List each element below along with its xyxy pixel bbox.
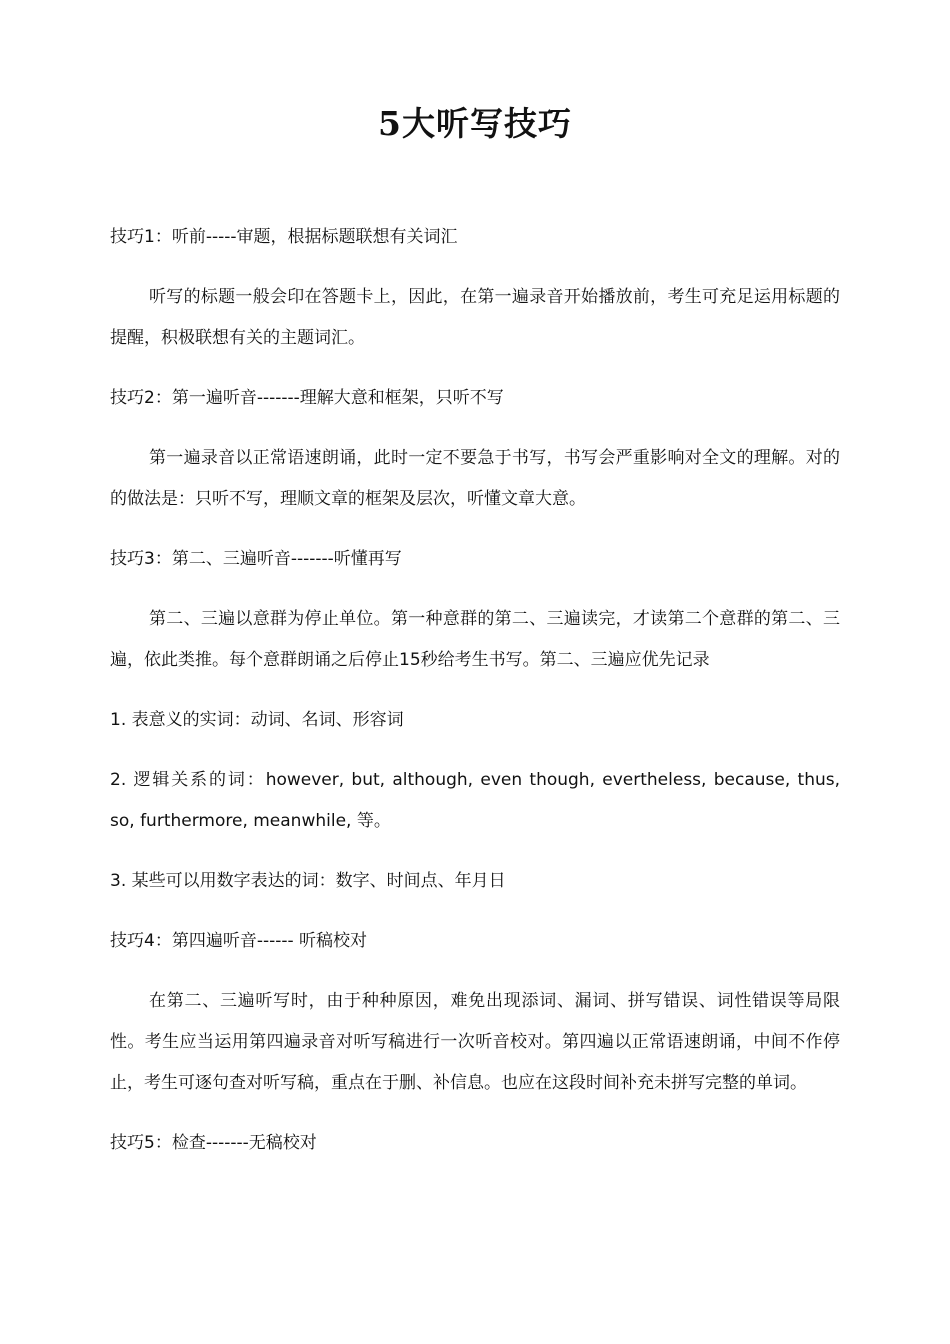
tip-2-body: 第一遍录音以正常语速朗诵，此时一定不要急于书写，书写会严重影响对全文的理解。对的的做法是：只听不写，理顺文章的框架及层次，听懂文章大意。 [110, 448, 840, 509]
tip-5-heading: 技巧5：检查-------无稿校对 [110, 1133, 317, 1153]
tip-4-paragraph [110, 981, 840, 1104]
tip-2-heading: 技巧2：第一遍听音-------理解大意和框架，只听不写 [110, 388, 504, 408]
list-item: 2. 逻辑关系的词：however, but, although, even though, evertheless, because, thus, so, furthermore, meanwhile, 等。 [110, 770, 840, 831]
tip-3-paragraph [110, 599, 840, 681]
tip-3-list-item-1 [110, 700, 840, 741]
tip-4-body: 在第二、三遍听写时，由于种种原因，难免出现添词、漏词、拼写错误、词性错误等局限性。考生应当运用第四遍录音对听写稿进行一次听音校对。第四遍以正常语速朗诵，中间不作停止，考生可逐句查对听写稿，重点在于删、补信息。也应在这段时间补充未拼写完整的单词。 [110, 991, 840, 1093]
tip-3-heading: 技巧3：第二、三遍听音-------听懂再写 [110, 549, 402, 569]
list-item: 3. 某些可以用数字表达的词：数字、时间点、年月日 [110, 871, 506, 891]
document-body [110, 217, 840, 1164]
page-title: 5大听写技巧 [378, 104, 572, 143]
tip-3-list-item-3 [110, 861, 840, 902]
tip-4-heading: 技巧4：第四遍听音------ 听稿校对 [110, 931, 368, 951]
tip-3-body: 第二、三遍以意群为停止单位。第一种意群的第二、三遍读完，才读第二个意群的第二、三遍，依此类推。每个意群朗诵之后停止15秒给考生书写。第二、三遍应优先记录 [110, 609, 840, 670]
tip-3-list-item-2 [110, 760, 840, 842]
tip-2-paragraph [110, 438, 840, 520]
tip-1-paragraph [110, 277, 840, 359]
list-item: 1. 表意义的实词：动词、名词、形容词 [110, 710, 404, 730]
tip-1-body: 听写的标题一般会印在答题卡上，因此，在第一遍录音开始播放前，考生可充足运用标题的提醒，积极联想有关的主题词汇。 [110, 287, 840, 348]
tip-1-heading: 技巧1：听前-----审题，根据标题联想有关词汇 [110, 227, 458, 247]
